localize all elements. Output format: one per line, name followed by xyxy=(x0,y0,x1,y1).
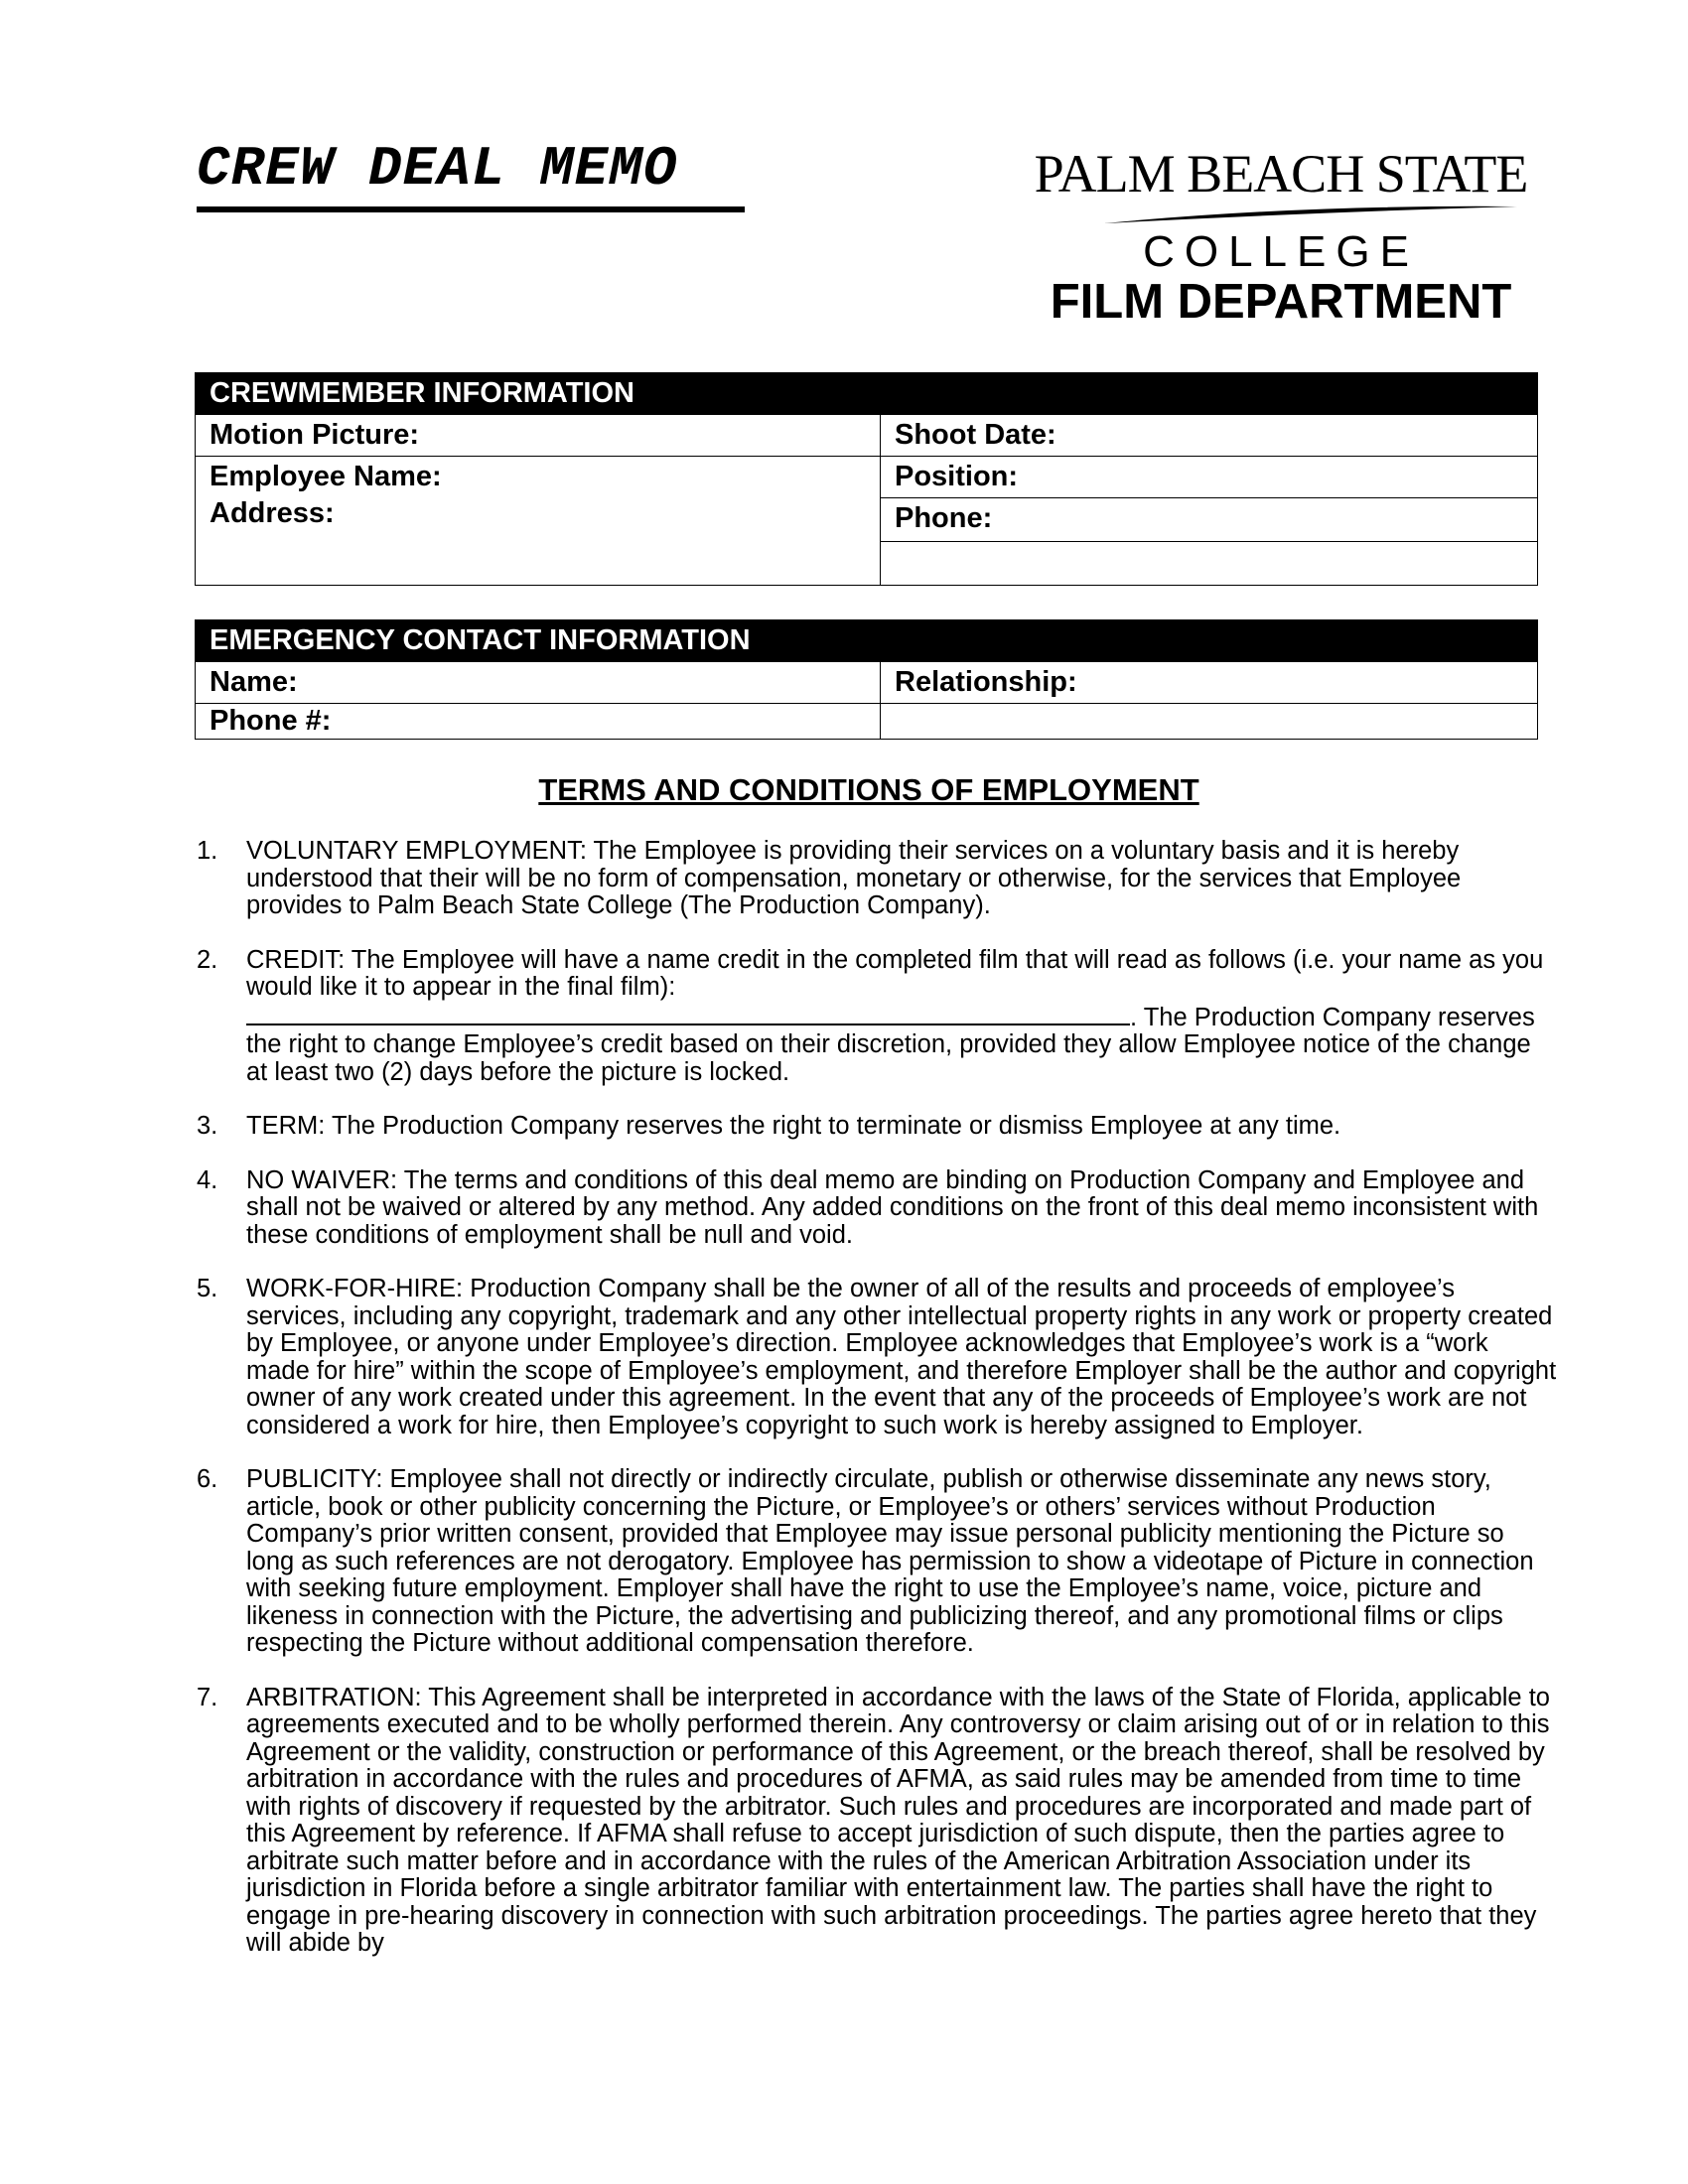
terms-heading: TERMS AND CONDITIONS OF EMPLOYMENT xyxy=(538,772,1199,807)
term-item xyxy=(197,1276,1557,1439)
logo-line-palm-beach-state: PALM BEACH STATE xyxy=(1034,144,1528,204)
position-field[interactable]: Position: xyxy=(881,457,1538,498)
document-title: CREW DEAL MEMO xyxy=(197,137,678,201)
phone-field[interactable]: Phone: xyxy=(881,498,1538,542)
employee-name-field[interactable]: Employee Name: xyxy=(196,457,881,498)
college-logo xyxy=(1033,144,1549,336)
emergency-phone-field[interactable]: Phone #: xyxy=(196,704,881,740)
emergency-contact-heading: EMERGENCY CONTACT INFORMATION xyxy=(196,620,1538,662)
terms-list xyxy=(197,838,1557,1984)
logo-swoosh-icon xyxy=(1102,203,1519,226)
term-text: WORK-FOR-HIRE: Production Company shall be the owner of all of the results and proceeds of employee’s services, including any copyright, trademark and any other intellectual property rights in any work or property created by Employee, or anyone under Employee’s direction. Employee acknowledges that Employee’s work is a “work made for hire” within the scope of Employee’s employment, and therefore Employer shall be the author and copyright owner of any work created under this agreement. In the event that any of the proceeds of Employee’s work are not considered a work for hire, then Employee’s copyright to such work is hereby assigned to Employer. xyxy=(246,1275,1557,1439)
emergency-contact-table xyxy=(195,619,1538,740)
relationship-field[interactable]: Relationship: xyxy=(881,662,1538,704)
logo-line-college: COLLEGE xyxy=(1143,227,1419,276)
term-text: TERM: The Production Company reserves the right to terminate or dismiss Employee at any time. xyxy=(246,1112,1341,1140)
term-text: PUBLICITY: Employee shall not directly or indirectly circulate, publish or otherwise disseminate any news story, article, book or other publicity concerning the Picture, or Employee’s or others’ services without Production Company’s prior written consent, provided that Employee may issue personal publicity mentioning the Picture so long as such references are not derogatory. Employee has permission to show a videotape of Picture in connection with seeking future employment. Employer shall have the right to use the Employee’s name, voice, picture and likeness in connection with the Picture, the advertising and publicizing thereof, and any promotional films or clips respecting the Picture without additional compensation therefore. xyxy=(246,1465,1534,1657)
term-text: CREDIT: The Employee will have a name credit in the completed film that will read as follows (i.e. your name as you would like it to appear in the final film): xyxy=(246,945,1544,1001)
term-number: 5. xyxy=(197,1275,218,1302)
term-item xyxy=(197,1685,1557,1958)
address-field[interactable]: Address: xyxy=(196,498,881,586)
term-number: 1. xyxy=(197,837,218,865)
logo-line-film-department: FILM DEPARTMENT xyxy=(1050,275,1512,329)
motion-picture-field[interactable]: Motion Picture: xyxy=(196,415,881,457)
term-number: 7. xyxy=(197,1683,218,1711)
crewmember-info-heading: CREWMEMBER INFORMATION xyxy=(196,373,1538,415)
term-item xyxy=(197,1113,1557,1141)
term-item xyxy=(197,1466,1557,1658)
term-text: ARBITRATION: This Agreement shall be interpreted in accordance with the laws of the State of Florida, applicable to agreements executed and to be wholly performed therein. Any controversy or claim arising out of or in relation to this Agreement or the validity, construction or performance of this Agreement, or the breach thereof, shall be resolved by arbitration in accordance with the rules and procedures of AFMA, as said rules may be amended from time to time with rights of discovery if requested by the arbitrator. Such rules and procedures are incorporated and made part of this Agreement by reference. If AFMA shall refuse to accept jurisdiction of such dispute, then the parties agree to arbitrate such matter before and in accordance with the rules of the American Arbitration Association under its jurisdiction in Florida before a single arbitrator familiar with entertainment law. The parties shall have the right to engage in pre-hearing discovery in connection with such arbitration proceedings. The parties agree hereto that they will abide by xyxy=(246,1683,1550,1957)
crewmember-info-table xyxy=(195,372,1538,586)
term-text: . The Production Company reserves the right to change Employee’s credit based on their discretion, provided they allow Employee notice of the change at least two (2) days before the picture is locked. xyxy=(246,1003,1535,1086)
term-number: 3. xyxy=(197,1112,218,1140)
shoot-date-field[interactable]: Shoot Date: xyxy=(881,415,1538,457)
term-text: VOLUNTARY EMPLOYMENT: The Employee is providing their services on a voluntary basis and it is hereby understood that their will be no form of compensation, monetary or otherwise, for the services that Employee provides to Palm Beach State College (The Production Company). xyxy=(246,837,1462,919)
term-item xyxy=(197,838,1557,920)
term-item xyxy=(197,1167,1557,1250)
term-number: 2. xyxy=(197,945,218,974)
phone-field-extra-row[interactable] xyxy=(881,542,1538,586)
emergency-name-field[interactable]: Name: xyxy=(196,662,881,704)
term-number: 4. xyxy=(197,1165,218,1194)
term-item xyxy=(197,947,1557,1087)
term-text: NO WAIVER: The terms and conditions of this deal memo are binding on Production Company and Employee and shall not be waived or altered by any method. Any added conditions on the front of this deal memo inconsistent with these conditions of employment shall be null and void. xyxy=(246,1165,1539,1249)
term-number: 6. xyxy=(197,1465,218,1493)
emergency-blank-cell[interactable] xyxy=(881,704,1538,740)
credit-name-blank[interactable] xyxy=(246,1002,1130,1025)
title-underline xyxy=(197,206,745,212)
